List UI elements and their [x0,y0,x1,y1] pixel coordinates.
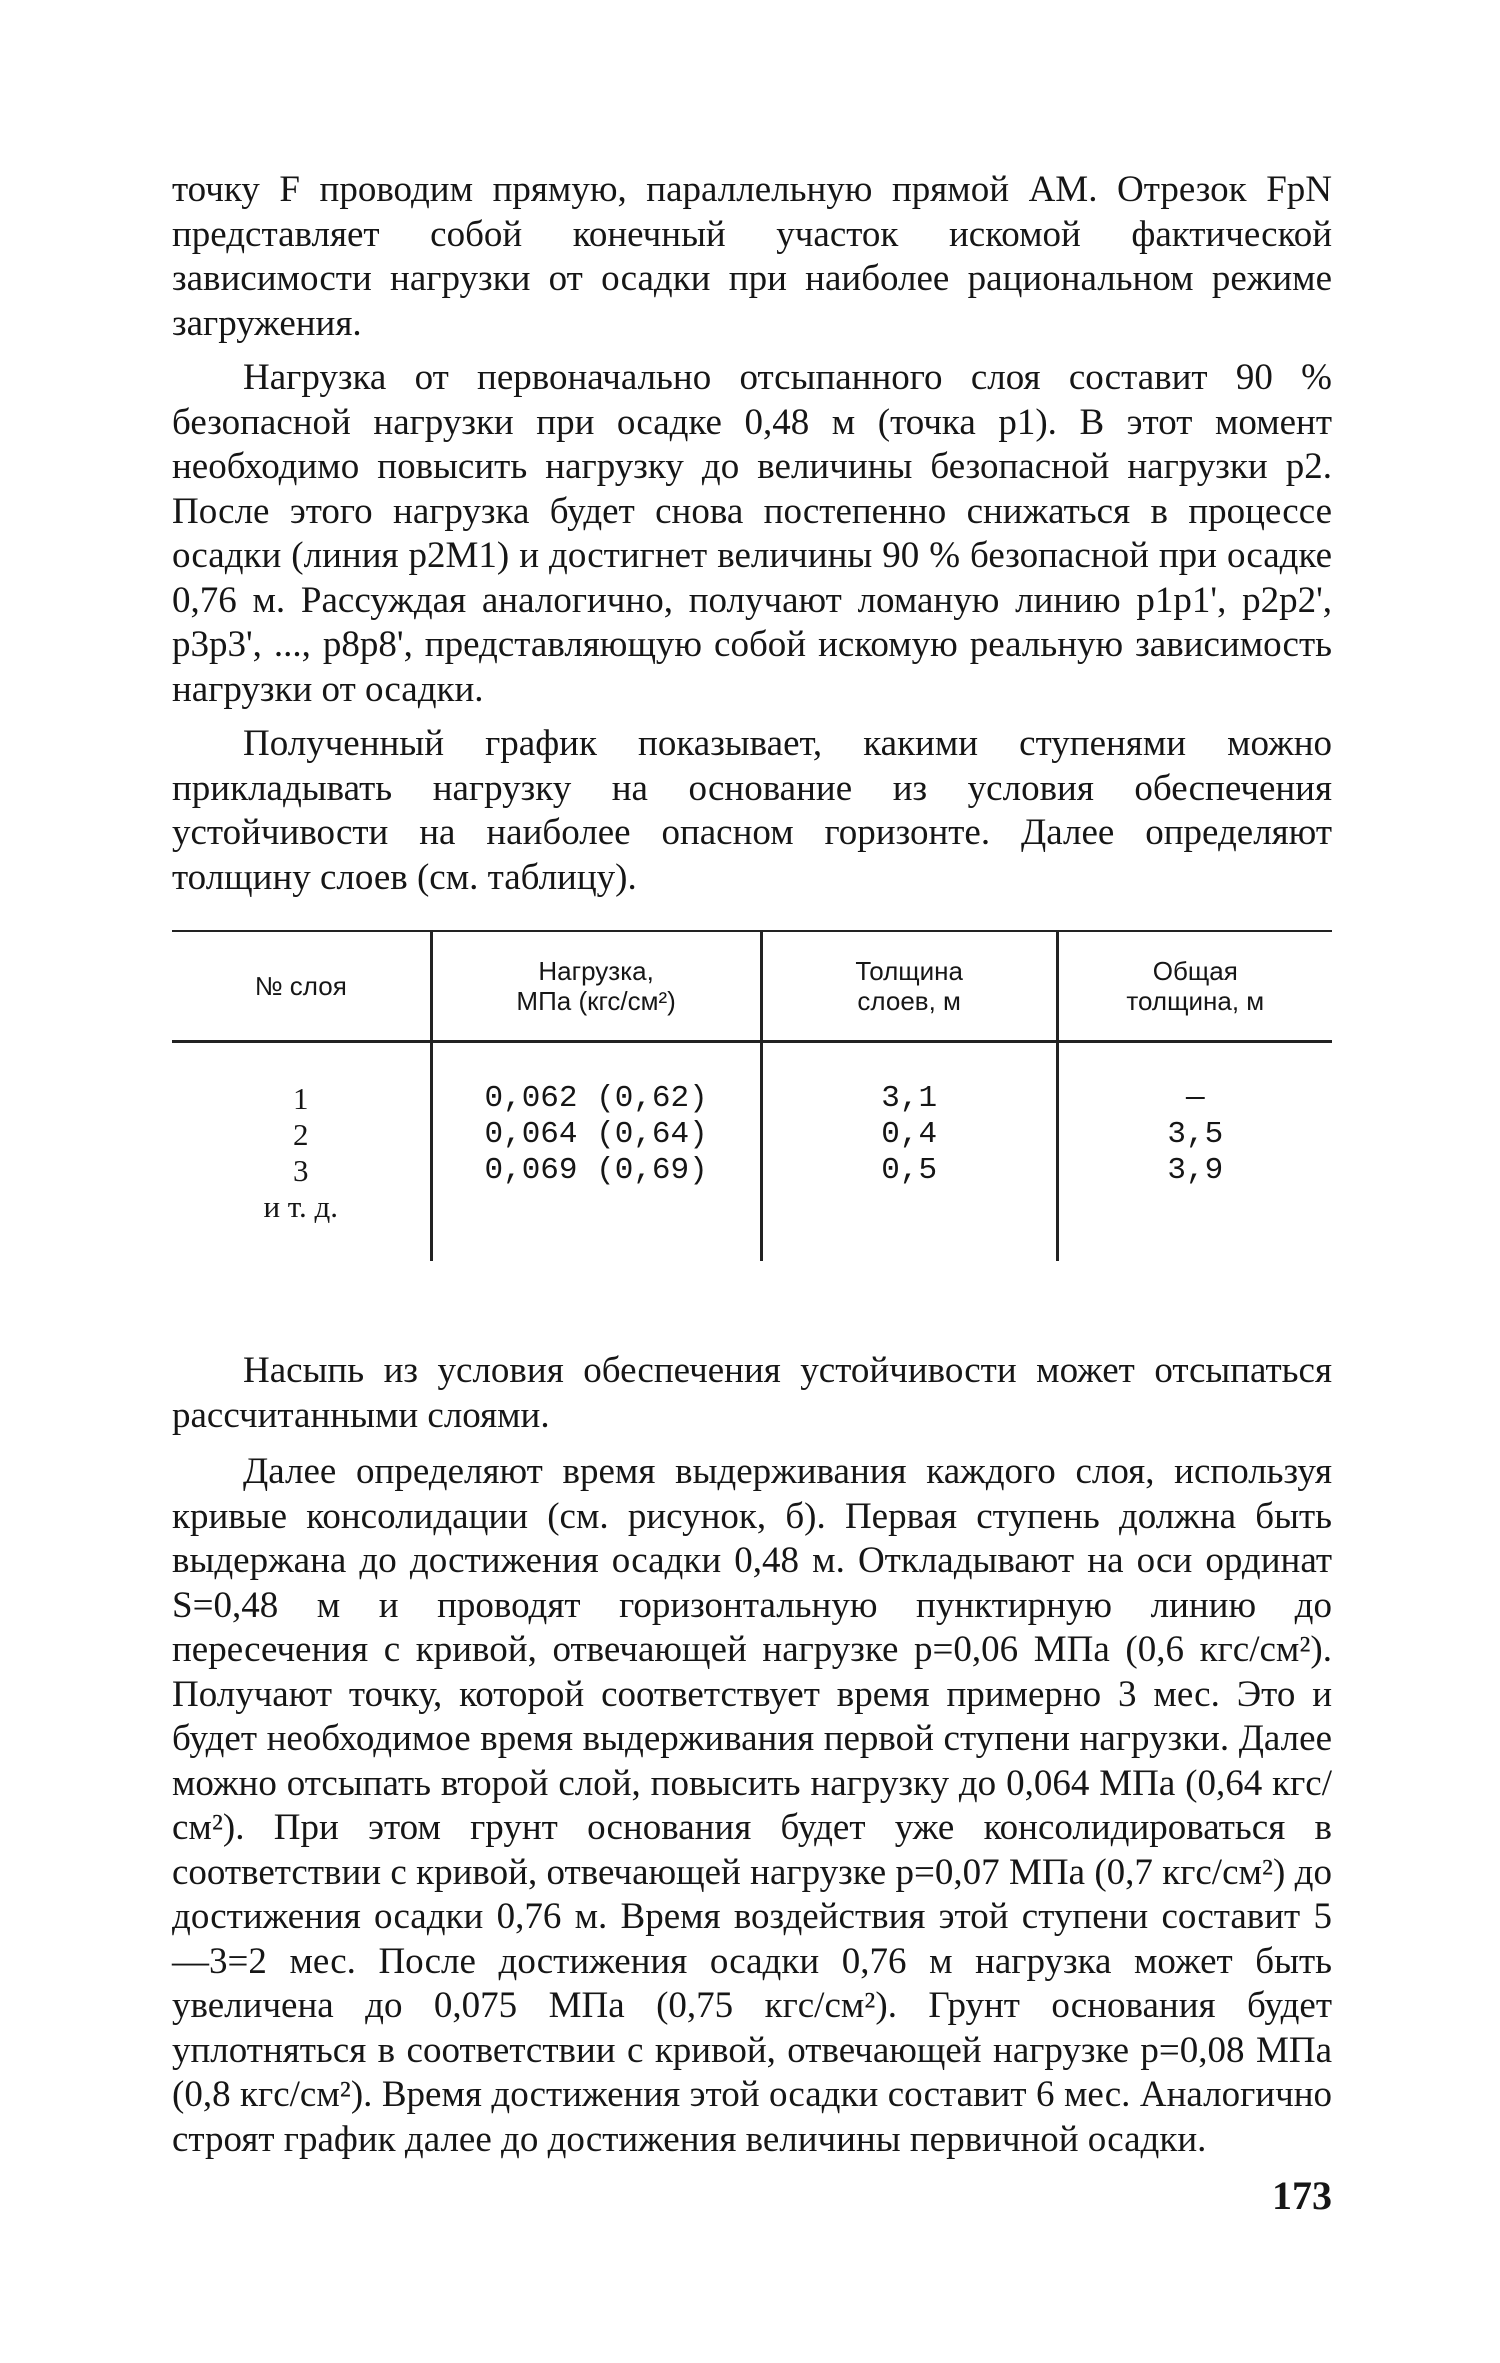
cell-thickness-1: 3,1 [881,1081,938,1116]
paragraph-4: Насыпь из условия обеспечения устойчивости может отсыпаться рассчитанными слоями. [172,1350,1332,1436]
cell-layer-1: 1 [293,1081,309,1116]
header-layer-number: № слоя [172,931,431,1042]
cell-total-3: 3,9 [1167,1153,1224,1188]
paragraph-1: точку F проводим прямую, параллельную прямой AM. Отрезок FpN представляет собой конечный участок искомой фактической зависимости нагрузки от осадки при наиболее рациональном режиме загружения. [172,169,1332,344]
header-thickness [761,931,1057,1042]
paragraph-5: Далее определяют время выдерживания каждого слоя, используя кривые консолидации (см. рисунок, б). Первая ступень должна быть выдержана до достижения осадки 0,48 м. Откладывают на оси ординат S=0,48 м и проводят горизонтальную пунктирную линию до пересечения с кривой, отвечающей нагрузке p=0,06 МПа (0,6 кгс/см²). Получают точку, которой соответствует время примерно 3 мес. Это и будет необходимое время выдерживания первой ступени нагрузки. Далее можно отсыпать второй слой, повысить нагрузку до 0,064 МПа (0,64 кгс/см²). При этом грунт основания будет уже консолидироваться в соответствии с кривой, отвечающей нагрузке p=0,07 МПа (0,7 кгс/см²) до достижения осадки 0,76 м. Время воздействия этой ступени составит 5—3=2 мес. После достижения осадки 0,76 м нагрузка может быть увеличена до 0,075 МПа (0,75 кгс/см²). Грунт основания будет уплотняться в соответствии с кривой, отвечающей нагрузке p=0,08 МПа (0,8 кгс/см²). Время достижения этой осадки составит 6 мес. Аналогично строят график далее до достижения величины первичной осадки. [172,1451,1332,2160]
cell-total-2: 3,5 [1167,1117,1224,1152]
paragraph-3: Полученный график показывает, какими ступенями можно прикладывать нагрузку на основание из условия обеспечения устойчивости на наиболее опасном горизонте. Далее определяют толщину слоев (см. таблицу). [172,723,1332,898]
layers-table [172,930,1332,1261]
layers-table-wrap [172,930,1332,1261]
cell-thickness-2: 0,4 [881,1117,938,1152]
table-row [172,1042,1332,1262]
column-load [431,1042,761,1262]
cell-total-1: — [1185,1081,1205,1116]
column-total-thickness [1057,1042,1332,1262]
column-layer-number [172,1042,431,1262]
table-header-row [172,931,1332,1042]
column-thickness [761,1042,1057,1262]
header-load [431,931,761,1042]
header-total-thickness [1057,931,1332,1042]
cell-load-2: 0,064 (0,64) [484,1117,708,1152]
cell-layer-etc: и т. д. [263,1189,339,1224]
cell-layer-2: 2 [293,1117,309,1152]
cell-load-1: 0,062 (0,62) [484,1081,708,1116]
paragraph-2: Нагрузка от первоначально отсыпанного слоя составит 90 % безопасной нагрузки при осадке 0,48 м (точка p1). В этот момент необходимо повысить нагрузку до величины безопасной нагрузки p2. После этого нагрузка будет снова постепенно снижаться в процессе осадки (линия p2M1) и достигнет величины 90 % безопасной при осадке 0,76 м. Рассуждая аналогично, получают ломаную линию p1p1', p2p2', p3p3', ..., p8p8', представляющую собой искомую реальную зависимость нагрузки от осадки. [172,357,1332,710]
page-content [172,168,1332,2162]
cell-layer-3: 3 [293,1153,309,1188]
cell-load-3: 0,069 (0,69) [484,1153,708,1188]
page-number: 173 [1272,2173,1332,2218]
cell-thickness-3: 0,5 [881,1153,938,1188]
header-load-text: Нагрузка, МПа (кгс/см²) [516,956,676,1016]
header-thickness-text: Толщина слоев, м [855,956,963,1016]
header-total-thickness-text: Общая толщина, м [1126,956,1265,1016]
